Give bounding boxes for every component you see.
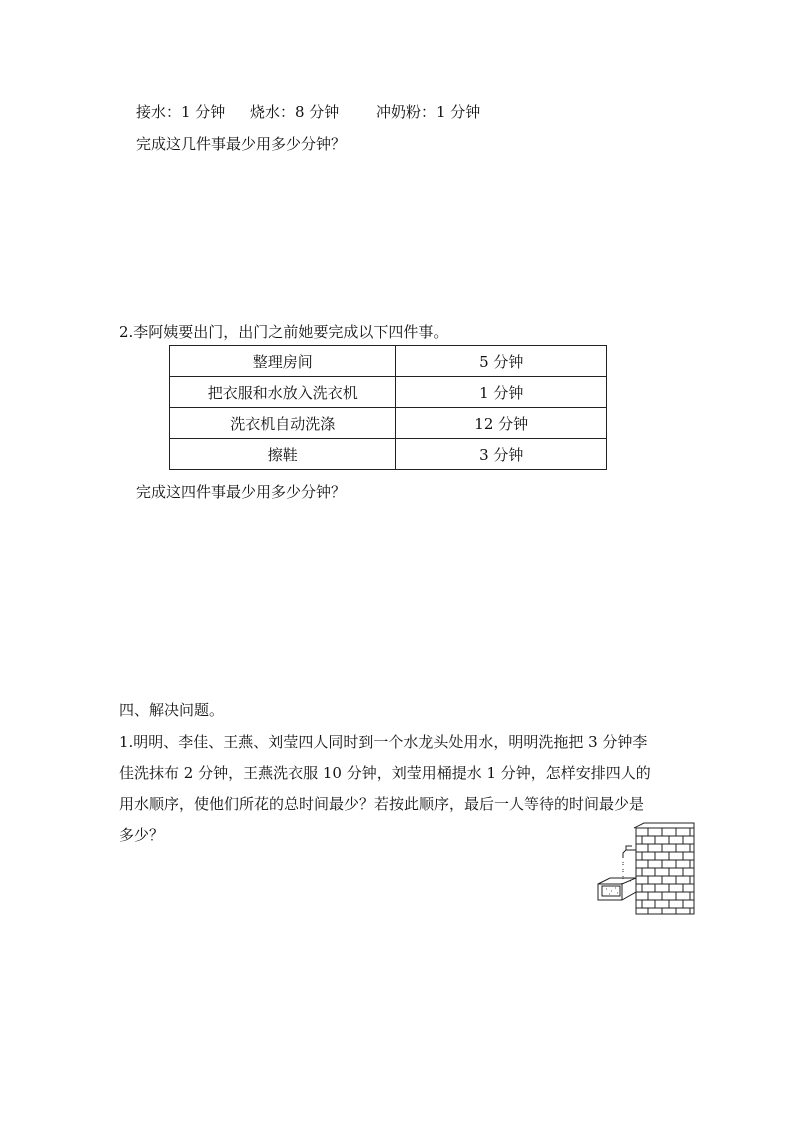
task-cell: 洗衣机自动洗涤 bbox=[170, 408, 396, 439]
table-row bbox=[170, 439, 607, 470]
table-row bbox=[170, 346, 607, 377]
item-receive-water: 接水：1 分钟 bbox=[136, 103, 226, 121]
faucet-wall-illustration bbox=[596, 822, 696, 918]
task-time-table bbox=[169, 345, 607, 470]
prev-question: 完成这几件事最少用多少分钟？ bbox=[136, 135, 347, 153]
task-cell: 整理房间 bbox=[170, 346, 396, 377]
time-cell: 12 分钟 bbox=[396, 408, 607, 439]
question1-line: 用水顺序，使他们所花的总时间最少？若按此顺序，最后一人等待的时间最少是 bbox=[119, 795, 645, 813]
question1-line: 佳洗抹布 2 分钟，王燕洗衣服 10 分钟，刘莹用桶提水 1 分钟，怎样安排四人的 bbox=[119, 764, 651, 782]
task-cell: 把衣服和水放入洗衣机 bbox=[170, 377, 396, 408]
table-row bbox=[170, 377, 607, 408]
task-cell: 擦鞋 bbox=[170, 439, 396, 470]
question1-line: 多少？ bbox=[119, 826, 165, 844]
time-cell: 1 分钟 bbox=[396, 377, 607, 408]
problem2-intro: 2.李阿姨要出门，出门之前她要完成以下四件事。 bbox=[119, 323, 449, 341]
section-heading: 四、解决问题。 bbox=[119, 701, 225, 719]
time-cell: 5 分钟 bbox=[396, 346, 607, 377]
item-mix-milk: 冲奶粉：1 分钟 bbox=[376, 103, 481, 121]
table-row bbox=[170, 408, 607, 439]
question1-line: 1.明明、李佳、王燕、刘莹四人同时到一个水龙头处用水，明明洗拖把 3 分钟李 bbox=[119, 733, 648, 751]
item-boil-water: 烧水：8 分钟 bbox=[250, 103, 340, 121]
problem2-question: 完成这四件事最少用多少分钟？ bbox=[136, 483, 347, 501]
time-cell: 3 分钟 bbox=[396, 439, 607, 470]
